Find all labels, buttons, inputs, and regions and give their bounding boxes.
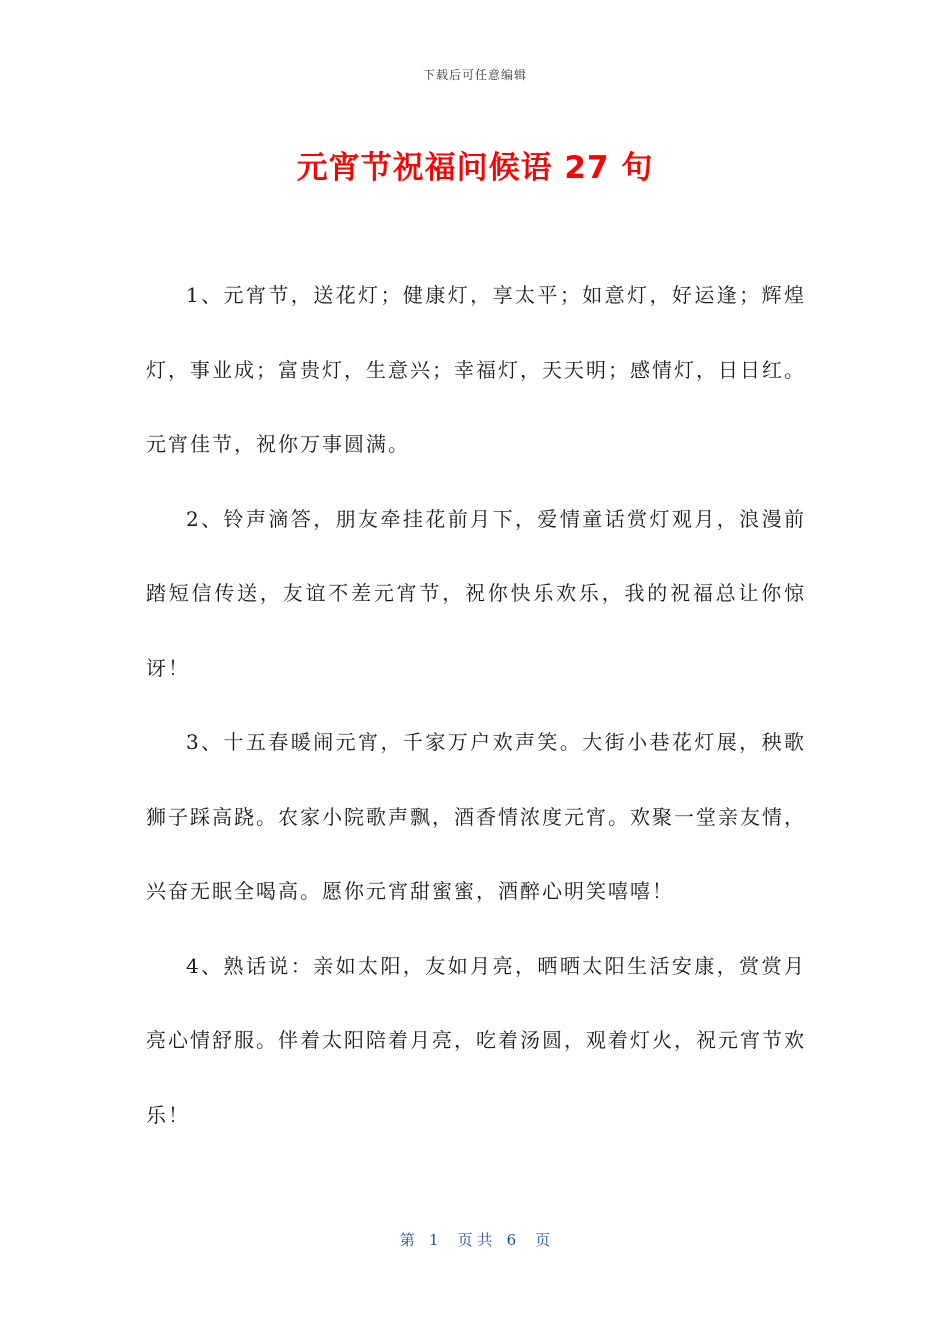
paragraph-3: 3、十五春暖闹元宵，千家万户欢声笑。大街小巷花灯展，秧歌狮子踩高跷。农家小院歌声飘，酒香情浓度元宵。欢聚一堂亲友情，兴奋无眠全喝高。愿你元宵甜蜜蜜，酒醉心明笑嘻嘻！ — [146, 730, 806, 903]
header-note: 下载后可任意编辑 — [422, 68, 527, 82]
paragraph-2: 2、铃声滴答，朋友牵挂花前月下，爱情童话赏灯观月，浪漫前踏短信传送，友谊不差元宵节，祝你快乐欢乐，我的祝福总让你惊讶！ — [146, 506, 806, 680]
paragraph-1: 1、元宵节，送花灯；健康灯，享太平；如意灯，好运逢；辉煌灯，事业成；富贵灯，生意兴；幸福灯，天天明；感情灯，日日红。元宵佳节，祝你万事圆满。 — [146, 283, 806, 456]
page-number-footer: 第 1 页 共 6 页 — [399, 1231, 551, 1249]
document-title: 元宵节祝福问候语 27 句 — [296, 150, 654, 186]
paragraph-4: 4、熟话说：亲如太阳，友如月亮，晒晒太阳生活安康，赏赏月亮心情舒服。伴着太阳陪着月亮，吃着汤圆，观着灯火，祝元宵节欢乐！ — [146, 953, 806, 1127]
document-body — [146, 258, 806, 1152]
